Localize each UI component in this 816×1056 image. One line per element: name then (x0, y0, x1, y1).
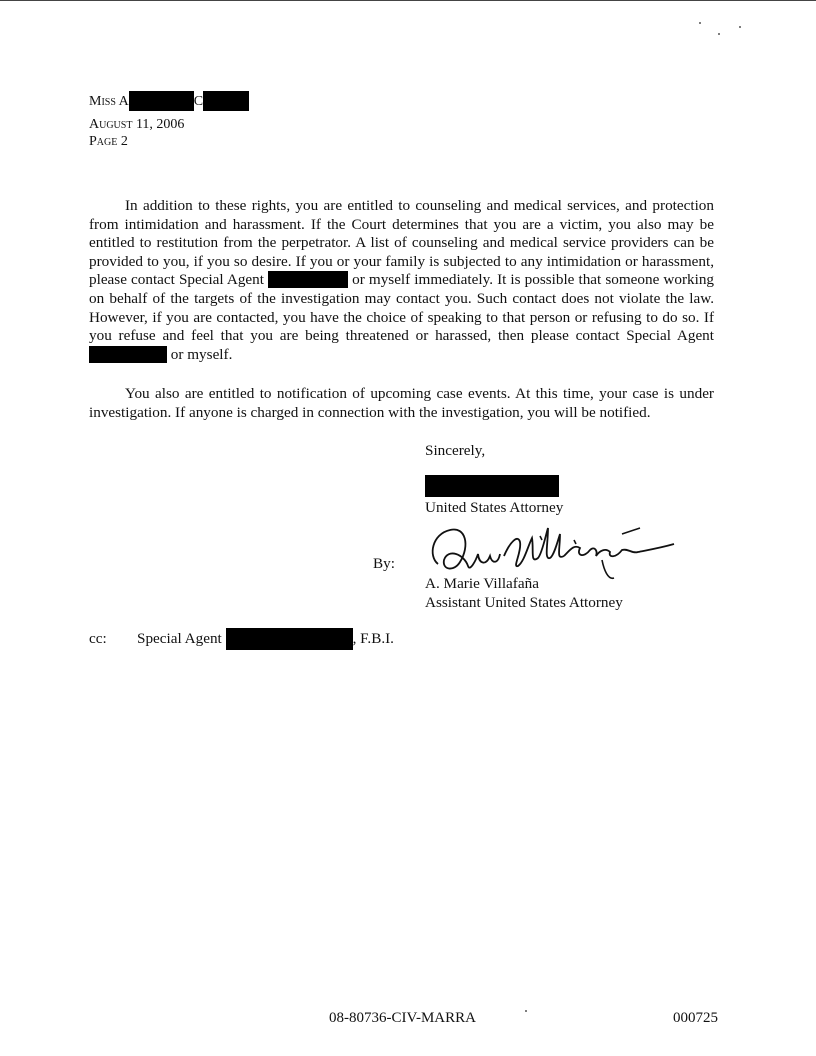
cc-prefix: Special Agent (137, 630, 222, 647)
by-label: By: (373, 555, 395, 572)
recipient-line (89, 93, 249, 111)
text-line: be provided to you, if you so desire. If you or your family is subjected to any intimidation or (89, 234, 714, 270)
us-attorney-title: United States Attorney (425, 499, 564, 516)
paragraph-rights (89, 197, 714, 364)
redaction-bar (268, 271, 348, 288)
cc-line (137, 630, 394, 650)
paragraph-notification (89, 385, 714, 422)
page-top-border (0, 0, 816, 1)
text-line: contact Special Agent (575, 327, 714, 345)
scan-speck (699, 22, 701, 24)
redaction-bar (129, 91, 194, 111)
text-line: harassment, please contact Special Agent (89, 252, 715, 289)
cc-suffix: , F.B.I. (352, 630, 394, 647)
scan-speck (718, 33, 720, 35)
scan-speck (525, 1010, 527, 1012)
text-line: not violate the law. However, if you are contacted, you have the choice of speaking to that person (89, 289, 714, 326)
text-line: In addition to these rights, you are entitled to counseling and medical services, and protection (125, 197, 714, 214)
salutation: Sincerely, (425, 442, 486, 459)
text-line: or refusing to do so. If you refuse and feel that you are being threatened or harassed, then please (89, 308, 715, 345)
redaction-bar (226, 628, 353, 650)
redaction-bar (89, 346, 167, 363)
case-number: 08-80736-CIV-MARRA (329, 1010, 476, 1026)
text-line: investigation. If anyone is charged in connection with the investigation, you will be notified. (89, 403, 651, 421)
redaction-bar (425, 475, 559, 497)
redaction-bar (203, 91, 249, 111)
text-line: or myself. (170, 345, 233, 363)
scan-speck (739, 26, 741, 28)
text-line: entitled to restitution from the perpetrator. A list of counseling and medical service providers can (89, 234, 695, 252)
bates-number: 000725 (673, 1010, 718, 1026)
letter-date: August 11, 2006 (89, 117, 185, 132)
text-line: from intimidation and harassment. If the Court determines that you are a victim, you also may be (89, 215, 714, 233)
signer-name: A. Marie Villafaña (425, 575, 539, 592)
signer-title: Assistant United States Attorney (425, 594, 623, 611)
cc-label: cc: (89, 630, 107, 647)
recipient-prefix: Miss A (89, 94, 129, 109)
page-number: Page 2 (89, 134, 128, 149)
text-line: someone working on behalf of the targets of the investigation may contact you. Such contact does (89, 271, 715, 307)
text-line: or myself immediately. It is possible that (352, 271, 602, 289)
recipient-initial: C (193, 94, 204, 109)
text-line: You also are entitled to notification of upcoming case events. At this time, your case is under (125, 385, 714, 402)
